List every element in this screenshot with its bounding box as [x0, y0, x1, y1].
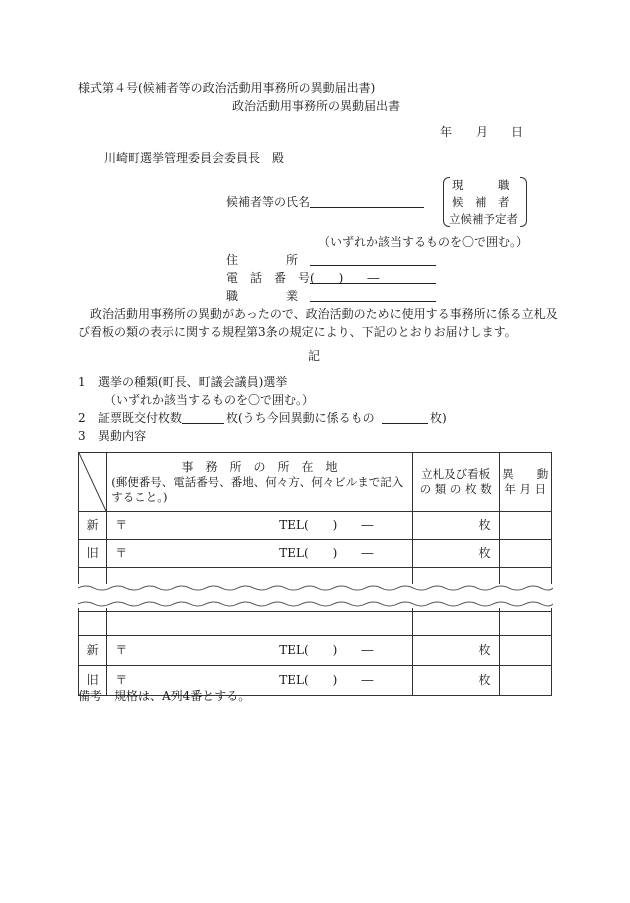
tel-field: TEL( ) ―: [279, 673, 374, 687]
address-cell: [107, 540, 413, 568]
item-2-prefix: 証票既交付枚数: [98, 411, 183, 425]
body-line-2: び看板の類の表示に関する規程第3条の規定により、下記のとおりお届けします。: [78, 325, 517, 339]
name-blank: [310, 194, 424, 208]
tel-field: TEL( ) ―: [279, 518, 374, 532]
header-location-title: 事 務 所 の 所 在 地: [181, 459, 338, 474]
body-line-1: 政治活動用事務所の異動があったので、政治活動のために使用する事務所に係る立札及: [90, 307, 558, 321]
table-row: [79, 540, 552, 568]
sheet-count-cell: [412, 512, 499, 540]
sheet-count-cell: [412, 636, 499, 666]
table-break-wave: [78, 584, 553, 608]
header-count-line-2: の 類 の 枚 数: [419, 482, 492, 496]
phone-label: 電 話 番 号: [226, 271, 311, 285]
footer-note: 備考 規格は、A列4番とする。: [78, 689, 251, 703]
item-2-blank-2: [382, 410, 428, 424]
date-cell: [499, 666, 551, 696]
item-2-blank-1: [182, 410, 224, 424]
ki-heading: 記: [308, 349, 321, 363]
tel-field: TEL( ) ―: [279, 546, 374, 560]
change-table: [78, 452, 552, 696]
header-location-note-2: すること。): [111, 489, 168, 504]
item-1-note: （いずれか該当するものを〇で囲む。）: [104, 393, 315, 407]
header-date-line-2: 年 月 日: [504, 482, 547, 496]
item-2-suffix: 枚): [430, 411, 447, 425]
address-cell: [107, 636, 413, 666]
empty-cell: [499, 612, 551, 636]
date-cell: [499, 512, 551, 540]
table-row: [79, 636, 552, 666]
item-3-number: 3: [78, 429, 86, 443]
occupation-label: 職 業: [226, 289, 299, 303]
sheet-unit: 枚: [478, 518, 491, 532]
date-month-label: 月: [476, 125, 489, 139]
header-location-note-1: (郵便番号、電話番号、番地、何々方、何々ビルまで記入: [111, 474, 404, 489]
item-1-text: 選挙の種類(町長、町議会議員)選挙: [98, 375, 288, 389]
row-label-new: 新: [79, 636, 107, 666]
header-location: [107, 453, 413, 512]
form-caption: 様式第４号(候補者等の政治活動用事務所の異動届出書): [78, 81, 376, 95]
empty-cell: [107, 612, 413, 636]
empty-cell: [412, 612, 499, 636]
role-option-candidate: 候 補 者: [452, 195, 510, 209]
addressee: 川崎町選挙管理委員会委員長 殿: [104, 151, 285, 165]
address-label: 住 所: [226, 253, 299, 267]
postal-mark: 〒: [115, 643, 128, 657]
diagonal-cell: [79, 453, 107, 512]
table-row: [79, 612, 552, 636]
sheet-unit: 枚: [478, 546, 491, 560]
role-option-incumbent: 現 職: [452, 178, 510, 192]
tel-field: TEL( ) ―: [279, 643, 374, 657]
row-label-old: 旧: [79, 666, 107, 696]
row-label-old: 旧: [79, 540, 107, 568]
item-1-number: 1: [78, 375, 86, 389]
sheet-count-cell: [412, 666, 499, 696]
diagonal-line: [79, 453, 106, 511]
empty-cell: [79, 612, 107, 636]
phone-blank: [310, 270, 436, 284]
right-bracket: [520, 177, 527, 227]
row-label-new: 新: [79, 512, 107, 540]
item-2-middle: 枚(うち今回異動に係るもの: [226, 411, 375, 425]
phone-paren: ( ) ―: [310, 271, 380, 285]
date-cell: [499, 636, 551, 666]
table-row: [79, 512, 552, 540]
postal-mark: 〒: [115, 673, 128, 687]
postal-mark: 〒: [115, 546, 128, 560]
sheet-unit: 枚: [478, 673, 491, 687]
item-2-number: 2: [78, 411, 86, 425]
document-title: 政治活動用事務所の異動届出書: [232, 99, 401, 113]
date-cell: [499, 540, 551, 568]
address-cell: [107, 512, 413, 540]
header-count-line-1: 立札及び看板: [421, 467, 491, 481]
postal-mark: 〒: [115, 518, 128, 532]
table-header-row: [79, 453, 552, 512]
occupation-blank: [310, 288, 436, 302]
sheet-count-cell: [412, 540, 499, 568]
address-blank: [310, 252, 436, 266]
name-label: 候補者等の氏名: [226, 195, 311, 209]
header-date-line-1: 異 動: [502, 467, 549, 481]
date-day-label: 日: [511, 125, 524, 139]
item-3-text: 異動内容: [98, 429, 147, 443]
circle-note: （いずれか該当するものを〇で囲む。）: [318, 235, 529, 249]
header-date: [499, 453, 551, 512]
date-year-label: 年: [440, 125, 453, 139]
sheet-unit: 枚: [478, 643, 491, 657]
role-option-prospective: 立候補予定者: [449, 212, 518, 226]
header-count: [412, 453, 499, 512]
